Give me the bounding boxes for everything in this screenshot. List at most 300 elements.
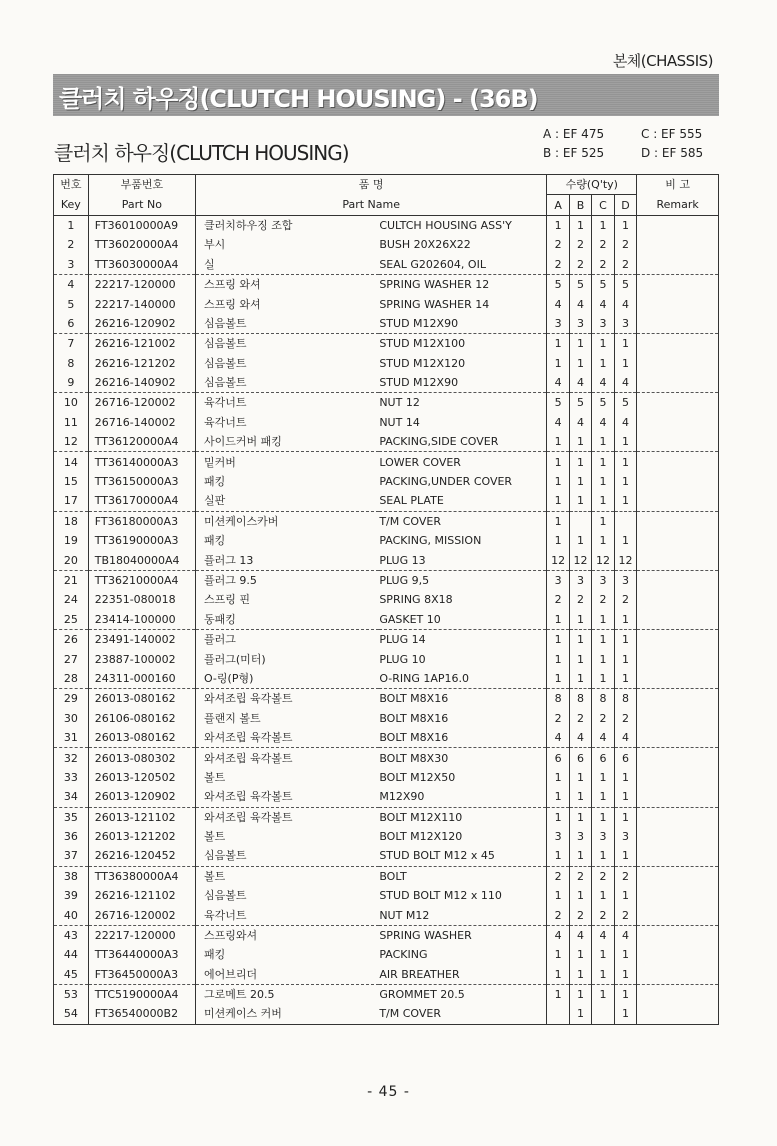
part-number: TT36190000A3	[94, 534, 179, 548]
qty-c: 1	[592, 945, 614, 964]
part-key: 24	[54, 590, 89, 609]
qty-a: 1	[547, 965, 569, 985]
banner-title: 클러치 하우징(CLUTCH HOUSING) - (36B)	[59, 85, 538, 113]
table-row	[54, 334, 719, 354]
remark-cell	[637, 748, 719, 768]
qty-d: 1	[614, 787, 637, 807]
table-row	[54, 689, 719, 709]
part-key: 39	[54, 886, 89, 905]
part-name-en: GROMMET 20.5	[379, 988, 465, 1002]
part-key: 12	[54, 432, 89, 452]
qty-a: 4	[547, 373, 569, 393]
qty-c: 1	[592, 787, 614, 807]
part-number: TT36210000A4	[94, 574, 179, 587]
qty-a: 4	[547, 728, 569, 748]
qty-a: 1	[547, 787, 569, 807]
table-row	[54, 393, 719, 413]
part-key: 38	[54, 866, 89, 886]
part-number: 26013-080162	[88, 728, 195, 748]
part-name-kr: 플러그 9.5	[195, 570, 379, 590]
qty-b: 1	[569, 1004, 591, 1024]
remark-cell	[637, 413, 719, 432]
qty-c: 1	[592, 886, 614, 905]
qty-b: 1	[569, 846, 591, 866]
qty-d: 1	[614, 965, 637, 985]
qty-d: 4	[614, 413, 637, 432]
qty-d: 1	[614, 354, 637, 373]
remark-cell	[637, 491, 719, 511]
qty-c: 1	[592, 215, 614, 235]
part-name-kr: 패킹	[195, 472, 379, 491]
remark-cell	[637, 728, 719, 748]
qty-a: 1	[547, 610, 569, 630]
table-row	[54, 314, 719, 334]
model-a: A : EF 475	[543, 127, 605, 141]
qty-c: 1	[592, 985, 614, 1005]
part-name-en: SPRING WASHER	[379, 929, 472, 943]
qty-a: 1	[547, 472, 569, 491]
remark-cell	[637, 235, 719, 254]
table-row	[54, 1004, 719, 1024]
part-name-kr: 사이드커버 패킹	[195, 432, 379, 452]
part-name-en: PACKING, MISSION	[379, 534, 482, 548]
part-key: 37	[54, 846, 89, 866]
remark-cell	[637, 472, 719, 491]
qty-d: 4	[614, 294, 637, 313]
qty-b: 3	[569, 827, 591, 846]
qty-a: 1	[547, 531, 569, 550]
qty-b: 1	[569, 610, 591, 630]
table-row	[54, 807, 719, 827]
part-key: 31	[54, 728, 89, 748]
part-name-en: STUD M12X90	[379, 373, 547, 393]
qty-a: 4	[547, 925, 569, 945]
qty-a: 2	[547, 590, 569, 609]
qty-b: 2	[569, 255, 591, 275]
part-name-kr: 스프링 핀	[195, 590, 379, 609]
remark-cell	[637, 669, 719, 689]
qty-b: 8	[569, 689, 591, 709]
qty-a: 3	[547, 314, 569, 334]
part-name-en: SPRING WASHER 12	[379, 278, 490, 292]
model-c: C : EF 555	[641, 127, 703, 141]
part-name-en: BOLT M8X30	[379, 751, 449, 765]
part-number: TT36140000A3	[94, 455, 179, 469]
qty-c: 3	[592, 827, 614, 846]
qty-c: 1	[592, 472, 614, 491]
part-name-en: SPRING 8X18	[379, 593, 453, 607]
qty-d: 1	[614, 432, 637, 452]
part-key: 20	[54, 550, 89, 570]
part-name-kr: 심음볼트	[195, 334, 379, 354]
header-qty-d: D	[614, 195, 637, 215]
part-key: 34	[54, 787, 89, 807]
part-name-en: NUT M12	[379, 905, 547, 925]
part-number: 26716-120002	[94, 396, 176, 410]
remark-cell	[637, 215, 719, 235]
part-key: 33	[54, 768, 89, 787]
part-key: 19	[54, 531, 89, 550]
table-row	[54, 452, 719, 472]
part-name-en: STUD M12X100	[379, 337, 466, 351]
part-key: 26	[54, 629, 89, 649]
part-name-kr: 심음볼트	[195, 373, 379, 393]
part-name-en: BOLT M12X110	[379, 810, 463, 824]
model-legend	[543, 125, 713, 165]
part-number: 22217-140000	[94, 297, 176, 311]
qty-a: 1	[547, 334, 569, 354]
part-name-en: BOLT M8X16	[379, 711, 449, 725]
part-key: 44	[54, 945, 89, 964]
table-row	[54, 215, 719, 235]
remark-cell	[637, 985, 719, 1005]
qty-a: 1	[547, 985, 569, 1005]
qty-c: 1	[592, 334, 614, 354]
part-number: 26013-120502	[94, 770, 176, 784]
part-name-kr: 그로메트 20.5	[195, 985, 379, 1005]
part-name-kr: 심음볼트	[195, 846, 379, 866]
part-key: 4	[54, 274, 89, 294]
qty-c: 3	[592, 570, 614, 590]
part-number: 23414-100000	[88, 610, 195, 630]
part-name-kr: 심음볼트	[195, 354, 379, 373]
remark-cell	[637, 866, 719, 886]
qty-a: 2	[547, 235, 569, 254]
part-name-kr: 와셔조립 육각볼트	[195, 787, 379, 807]
part-name-en: SEAL PLATE	[379, 491, 547, 511]
table-row	[54, 491, 719, 511]
part-key: 9	[54, 373, 89, 393]
part-number: 26013-080302	[94, 751, 176, 765]
part-name-en: BOLT M8X16	[379, 728, 547, 748]
part-name-kr: 실판	[195, 491, 379, 511]
table-row	[54, 965, 719, 985]
qty-b: 4	[569, 413, 591, 432]
remark-cell	[637, 550, 719, 570]
table-row	[54, 255, 719, 275]
remark-cell	[637, 610, 719, 630]
qty-d: 3	[614, 827, 637, 846]
qty-a: 1	[547, 629, 569, 649]
qty-c: 5	[592, 393, 614, 413]
part-key: 14	[54, 452, 89, 472]
part-number: 24311-000160	[88, 669, 195, 689]
table-row	[54, 866, 719, 886]
header-qty: 수량(Q'ty)	[547, 175, 637, 195]
part-number: 26013-080162	[94, 692, 176, 706]
part-name-kr: 플랜지 볼트	[195, 709, 379, 728]
qty-b	[569, 511, 591, 531]
part-number: 23887-100002	[94, 652, 176, 666]
part-number: 22351-080018	[94, 593, 176, 607]
qty-b: 3	[569, 314, 591, 334]
table-row	[54, 373, 719, 393]
part-name-en: STUD M12X90	[379, 314, 547, 334]
qty-c: 4	[592, 413, 614, 432]
qty-c: 3	[592, 314, 614, 334]
qty-d: 12	[614, 550, 637, 570]
part-name-kr: 육각너트	[195, 905, 379, 925]
qty-d: 1	[614, 985, 637, 1005]
part-name-kr: 미션케이스카버	[195, 511, 379, 531]
qty-c: 4	[592, 925, 614, 945]
remark-cell	[637, 255, 719, 275]
part-key: 5	[54, 294, 89, 313]
qty-b: 1	[569, 215, 591, 235]
part-name-kr: 에어브리더	[195, 965, 379, 985]
qty-b: 12	[569, 550, 591, 570]
part-number: 22217-120000	[94, 929, 176, 943]
header-name-en: Part Name	[195, 195, 546, 215]
part-number: FT36540000B2	[88, 1004, 195, 1024]
remark-cell	[637, 393, 719, 413]
qty-a: 1	[547, 886, 569, 905]
part-name-en: BOLT M12X50	[379, 770, 456, 784]
qty-a: 2	[547, 866, 569, 886]
qty-b: 4	[569, 294, 591, 313]
table-row	[54, 846, 719, 866]
qty-b: 1	[569, 491, 591, 511]
header-remark-kr: 비 고	[637, 175, 719, 195]
part-name-en: PACKING,UNDER COVER	[379, 475, 513, 489]
part-name-en: CULTCH HOUSING ASS'Y	[379, 218, 512, 232]
qty-d: 1	[614, 768, 637, 787]
part-number: FT36180000A3	[94, 514, 179, 528]
remark-cell	[637, 905, 719, 925]
part-number: 26216-120452	[88, 846, 195, 866]
qty-c: 2	[592, 235, 614, 254]
part-name-kr: 실	[195, 255, 379, 275]
part-name-en: PLUG 9,5	[379, 574, 430, 587]
qty-a: 4	[547, 413, 569, 432]
part-name-en: NUT 14	[379, 415, 420, 429]
qty-a: 2	[547, 709, 569, 728]
qty-d: 5	[614, 393, 637, 413]
remark-cell	[637, 1004, 719, 1024]
qty-a: 1	[547, 945, 569, 964]
remark-cell	[637, 294, 719, 313]
qty-b: 6	[569, 748, 591, 768]
remark-cell	[637, 925, 719, 945]
qty-d: 5	[614, 274, 637, 294]
part-number: 26013-121102	[94, 810, 176, 824]
part-key: 10	[54, 393, 89, 413]
part-number: TTC5190000A4	[94, 988, 179, 1002]
qty-c: 1	[592, 354, 614, 373]
part-key: 2	[54, 235, 89, 254]
part-number: 26106-080162	[94, 711, 176, 725]
part-name-kr: 볼트	[195, 866, 379, 886]
remark-cell	[637, 846, 719, 866]
header-partno-kr: 부품번호	[88, 175, 195, 195]
part-key: 18	[54, 511, 89, 531]
remark-cell	[637, 452, 719, 472]
part-name-kr: 스프링 와셔	[195, 274, 379, 294]
qty-c: 2	[592, 255, 614, 275]
part-number: 26716-140002	[94, 415, 176, 429]
part-key: 27	[54, 649, 89, 668]
part-name-kr: 와셔조립 육각볼트	[195, 807, 379, 827]
table-row	[54, 905, 719, 925]
parts-table	[53, 174, 719, 1025]
part-number: TT36030000A4	[88, 255, 195, 275]
qty-d: 1	[614, 669, 637, 689]
part-name-kr: 부시	[195, 235, 379, 254]
qty-d: 1	[614, 334, 637, 354]
qty-b: 1	[569, 787, 591, 807]
part-name-en: BOLT	[379, 869, 407, 883]
part-name-en: BOLT M12X120	[379, 830, 463, 844]
qty-c: 4	[592, 373, 614, 393]
part-name-kr: 미션케이스 커버	[195, 1004, 379, 1024]
part-key: 7	[54, 334, 89, 354]
qty-b: 1	[569, 965, 591, 985]
part-name-en: T/M COVER	[379, 1004, 547, 1024]
part-name-kr: 밑커버	[195, 452, 379, 472]
qty-b: 1	[569, 334, 591, 354]
qty-d: 2	[614, 590, 637, 609]
part-key: 36	[54, 827, 89, 846]
part-name-en: PLUG 13	[379, 550, 547, 570]
qty-d: 2	[614, 709, 637, 728]
table-row	[54, 235, 719, 254]
qty-d: 2	[614, 255, 637, 275]
part-key: 25	[54, 610, 89, 630]
part-key: 8	[54, 354, 89, 373]
remark-cell	[637, 629, 719, 649]
qty-d: 1	[614, 807, 637, 827]
remark-cell	[637, 314, 719, 334]
part-number: TT36440000A3	[94, 948, 179, 962]
qty-a: 6	[547, 748, 569, 768]
header-remark-en: Remark	[637, 195, 719, 215]
table-row	[54, 649, 719, 668]
remark-cell	[637, 531, 719, 550]
part-number: FT36450000A3	[88, 965, 195, 985]
qty-d	[614, 511, 637, 531]
qty-b: 1	[569, 472, 591, 491]
part-name-kr: 스프링와셔	[195, 925, 379, 945]
table-row	[54, 550, 719, 570]
part-name-kr: 와셔조립 육각볼트	[195, 748, 379, 768]
section-label: 본체(CHASSIS)	[612, 52, 713, 70]
remark-cell	[637, 689, 719, 709]
qty-d: 1	[614, 1004, 637, 1024]
table-row	[54, 413, 719, 432]
part-number: 22217-120000	[94, 278, 176, 292]
model-d: D : EF 585	[641, 146, 704, 160]
qty-d: 6	[614, 748, 637, 768]
qty-b: 1	[569, 768, 591, 787]
table-row	[54, 787, 719, 807]
part-key: 29	[54, 689, 89, 709]
qty-b: 4	[569, 373, 591, 393]
qty-b: 4	[569, 728, 591, 748]
remark-cell	[637, 274, 719, 294]
table-row	[54, 274, 719, 294]
table-row	[54, 709, 719, 728]
part-key: 11	[54, 413, 89, 432]
part-number: 26013-120902	[88, 787, 195, 807]
qty-a: 1	[547, 215, 569, 235]
qty-b: 2	[569, 709, 591, 728]
part-name-en: LOWER COVER	[379, 455, 461, 469]
qty-d: 4	[614, 728, 637, 748]
part-name-en: SEAL G202604, OIL	[379, 255, 547, 275]
qty-b: 1	[569, 432, 591, 452]
qty-c: 5	[592, 274, 614, 294]
part-name-en: STUD BOLT M12 x 45	[379, 846, 547, 866]
part-key: 43	[54, 925, 89, 945]
remark-cell	[637, 373, 719, 393]
qty-d: 1	[614, 629, 637, 649]
page-number: - 45 -	[367, 1084, 410, 1100]
table-row	[54, 768, 719, 787]
qty-a: 1	[547, 452, 569, 472]
part-name-en: NUT 12	[379, 396, 420, 410]
part-name-kr: 패킹	[195, 945, 379, 964]
remark-cell	[637, 354, 719, 373]
qty-d: 1	[614, 945, 637, 964]
part-number: 26216-121002	[94, 337, 176, 351]
qty-b: 1	[569, 629, 591, 649]
remark-cell	[637, 787, 719, 807]
qty-b: 1	[569, 531, 591, 550]
part-name-kr: 볼트	[195, 827, 379, 846]
qty-b: 1	[569, 945, 591, 964]
table-row	[54, 748, 719, 768]
table-row	[54, 886, 719, 905]
qty-c: 4	[592, 294, 614, 313]
title-banner	[53, 74, 719, 116]
header-key-kr: 번호	[54, 175, 89, 195]
table-row	[54, 570, 719, 590]
part-name-kr: O-링(P형)	[195, 669, 379, 689]
qty-b: 2	[569, 866, 591, 886]
part-key: 32	[54, 748, 89, 768]
part-number: TB18040000A4	[88, 550, 195, 570]
part-name-kr: 클러치하우징 조합	[195, 215, 379, 235]
qty-b: 2	[569, 235, 591, 254]
part-key: 40	[54, 905, 89, 925]
remark-cell	[637, 827, 719, 846]
qty-a: 1	[547, 511, 569, 531]
qty-c: 2	[592, 709, 614, 728]
qty-c: 1	[592, 965, 614, 985]
part-name-en: SPRING WASHER 14	[379, 297, 490, 311]
remark-cell	[637, 511, 719, 531]
qty-d: 1	[614, 846, 637, 866]
part-key: 28	[54, 669, 89, 689]
qty-c: 1	[592, 807, 614, 827]
qty-a: 1	[547, 491, 569, 511]
part-number: 26216-120902	[88, 314, 195, 334]
table-row	[54, 629, 719, 649]
table-row	[54, 432, 719, 452]
qty-b: 1	[569, 649, 591, 668]
qty-c: 1	[592, 531, 614, 550]
part-number: 26216-140902	[88, 373, 195, 393]
qty-d: 1	[614, 472, 637, 491]
qty-a: 1	[547, 649, 569, 668]
qty-a: 5	[547, 274, 569, 294]
qty-c: 1	[592, 768, 614, 787]
qty-d: 1	[614, 886, 637, 905]
qty-b: 1	[569, 886, 591, 905]
qty-c: 1	[592, 610, 614, 630]
remark-cell	[637, 432, 719, 452]
qty-a: 1	[547, 768, 569, 787]
